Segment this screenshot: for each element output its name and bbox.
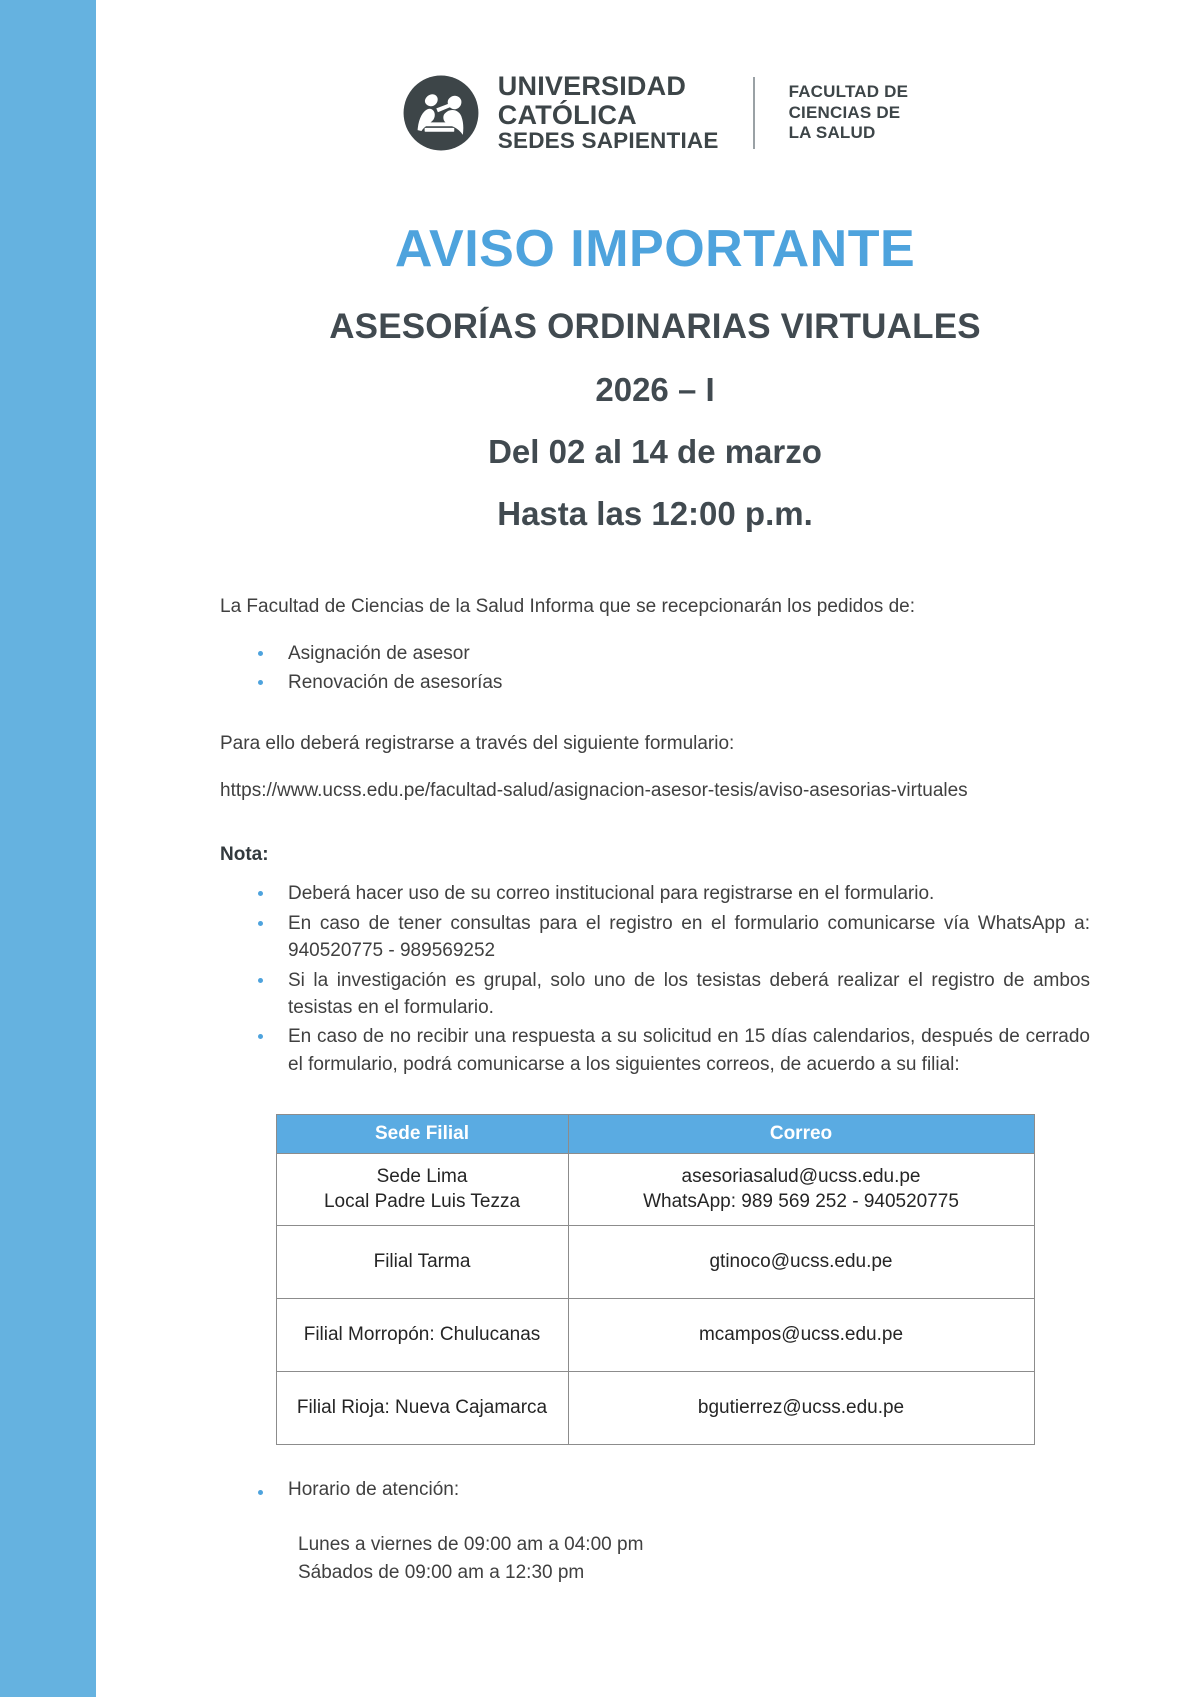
- header-divider: [753, 77, 755, 149]
- table-header-sede: Sede Filial: [276, 1114, 568, 1153]
- date-range: Del 02 al 14 de marzo: [488, 433, 822, 471]
- table-row: [276, 1225, 1034, 1298]
- nota-list: [220, 880, 1090, 1078]
- nota-heading: Nota:: [220, 844, 269, 866]
- intro-paragraph: La Facultad de Ciencias de la Salud Informa que se recepcionarán los pedidos de:: [220, 596, 915, 618]
- schedule-details: [220, 1531, 1090, 1588]
- form-url[interactable]: https://www.ucss.edu.pe/facultad-salud/asignacion-asesor-tesis/aviso-asesorias-virtuales: [220, 779, 968, 801]
- left-accent-bar: [0, 0, 96, 1697]
- table-cell-sede: Filial Rioja: Nueva Cajamarca: [276, 1371, 568, 1444]
- table-row: [276, 1153, 1034, 1225]
- university-line-2: CATÓLICA: [497, 99, 637, 130]
- table-cell-correo: mcampos@ucss.edu.pe: [568, 1298, 1034, 1371]
- deadline-time: Hasta las 12:00 p.m.: [497, 495, 813, 533]
- faculty-wordmark: [789, 82, 909, 142]
- filiales-table: [276, 1114, 1035, 1445]
- faculty-line-2: CIENCIAS DE: [788, 102, 901, 122]
- schedule-weekday: Lunes a viernes de 09:00 am a 04:00 pm: [298, 1533, 644, 1555]
- table-cell-sede: Filial Morropón: Chulucanas: [276, 1298, 568, 1371]
- table-cell-correo: asesoriasalud@ucss.edu.pe WhatsApp: 989 569 252 - 940520775: [568, 1153, 1034, 1225]
- form-lead-text: Para ello deberá registrarse a través del siguiente formulario:: [220, 733, 735, 755]
- page-subtitle: ASESORÍAS ORDINARIAS VIRTUALES: [329, 307, 981, 347]
- list-item: En caso de no recibir una respuesta a su solicitud en 15 días calendarios, después de cerrado el formulario, podrá comunicarse a los siguientes correos, de acuerdo a su filial:: [250, 1023, 1090, 1078]
- list-item: En caso de tener consultas para el registro en el formulario comunicarse vía WhatsApp a: 940520775 - 989569252: [250, 910, 1090, 965]
- schedule-list: [220, 1479, 1090, 1501]
- intro-request-list: [220, 640, 1090, 697]
- document-page: [110, 0, 1200, 1697]
- ucss-crest-icon: [402, 74, 480, 152]
- table-row: [276, 1371, 1034, 1444]
- faculty-line-3: LA SALUD: [788, 122, 876, 142]
- table-cell-correo: gtinoco@ucss.edu.pe: [568, 1225, 1034, 1298]
- university-line-3: SEDES SAPIENTIAE: [497, 128, 719, 154]
- table-cell-sede: Filial Tarma: [276, 1225, 568, 1298]
- table-row: [276, 1298, 1034, 1371]
- university-line-1: UNIVERSIDAD: [497, 71, 687, 101]
- list-item: Renovación de asesorías: [250, 669, 1090, 696]
- list-item: Si la investigación es grupal, solo uno de los tesistas deberá realizar el registro de ambos tesistas en el formulario.: [250, 967, 1090, 1022]
- table-header-row: [276, 1114, 1034, 1153]
- table-cell-sede: Sede Lima Local Padre Luis Tezza: [276, 1153, 568, 1225]
- schedule-label: Horario de atención:: [250, 1479, 1090, 1501]
- table-header-correo: Correo: [568, 1114, 1034, 1153]
- academic-period: 2026 – I: [595, 371, 715, 409]
- faculty-line-1: FACULTAD DE: [788, 82, 909, 102]
- page-title: AVISO IMPORTANTE: [394, 220, 916, 279]
- left-accent-bar-gap: [96, 0, 110, 1697]
- document-body: [220, 593, 1090, 1588]
- university-wordmark: [498, 72, 719, 153]
- list-item: Deberá hacer uso de su correo institucional para registrarse en el formulario.: [250, 880, 1090, 907]
- list-item: Asignación de asesor: [250, 640, 1090, 667]
- schedule-saturday: Sábados de 09:00 am a 12:30 pm: [298, 1562, 585, 1584]
- table-cell-correo: bgutierrez@ucss.edu.pe: [568, 1371, 1034, 1444]
- institution-header: [110, 0, 1200, 153]
